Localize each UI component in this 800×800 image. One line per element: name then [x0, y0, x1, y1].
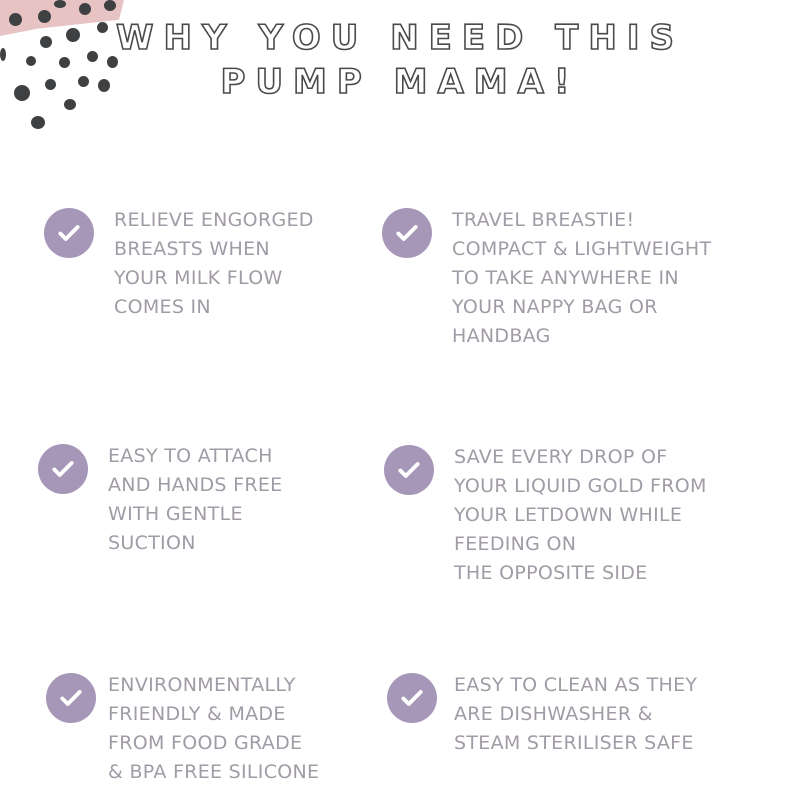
feature-save-every-drop: [384, 443, 707, 588]
feature-text: ENVIRONMENTALLY FRIENDLY & MADE FROM FOOD GRADE & BPA FREE SILICONE: [108, 674, 320, 783]
check-circle-icon: [384, 445, 434, 495]
check-circle-icon: [382, 208, 432, 258]
title-line-1: WHY YOU NEED THIS: [116, 18, 684, 58]
check-circle-icon: [44, 208, 94, 258]
page-title: [0, 16, 800, 104]
feature-easy-to-clean: [387, 671, 697, 758]
feature-text: TRAVEL BREASTIE! COMPACT & LIGHTWEIGHT TO TAKE ANYWHERE IN YOUR NAPPY BAG OR HANDBAG: [452, 209, 712, 347]
check-circle-icon: [46, 673, 96, 723]
feature-text: SAVE EVERY DROP OF YOUR LIQUID GOLD FROM YOUR LETDOWN WHILE FEEDING ON THE OPPOSITE SIDE: [454, 446, 707, 584]
feature-text: RELIEVE ENGORGED BREASTS WHEN YOUR MILK FLOW COMES IN: [114, 209, 314, 318]
feature-text: EASY TO CLEAN AS THEY ARE DISHWASHER & STEAM STERILISER SAFE: [454, 674, 698, 754]
check-circle-icon: [387, 673, 437, 723]
feature-easy-to-attach: [38, 442, 282, 558]
feature-travel-breastie: [382, 206, 711, 351]
check-circle-icon: [38, 444, 88, 494]
feature-environmentally-friendly: [46, 671, 319, 787]
feature-relieve-engorged: [44, 206, 314, 322]
title-line-2: PUMP MAMA!: [220, 62, 580, 102]
feature-text: EASY TO ATTACH AND HANDS FREE WITH GENTLE SUCTION: [108, 445, 283, 554]
